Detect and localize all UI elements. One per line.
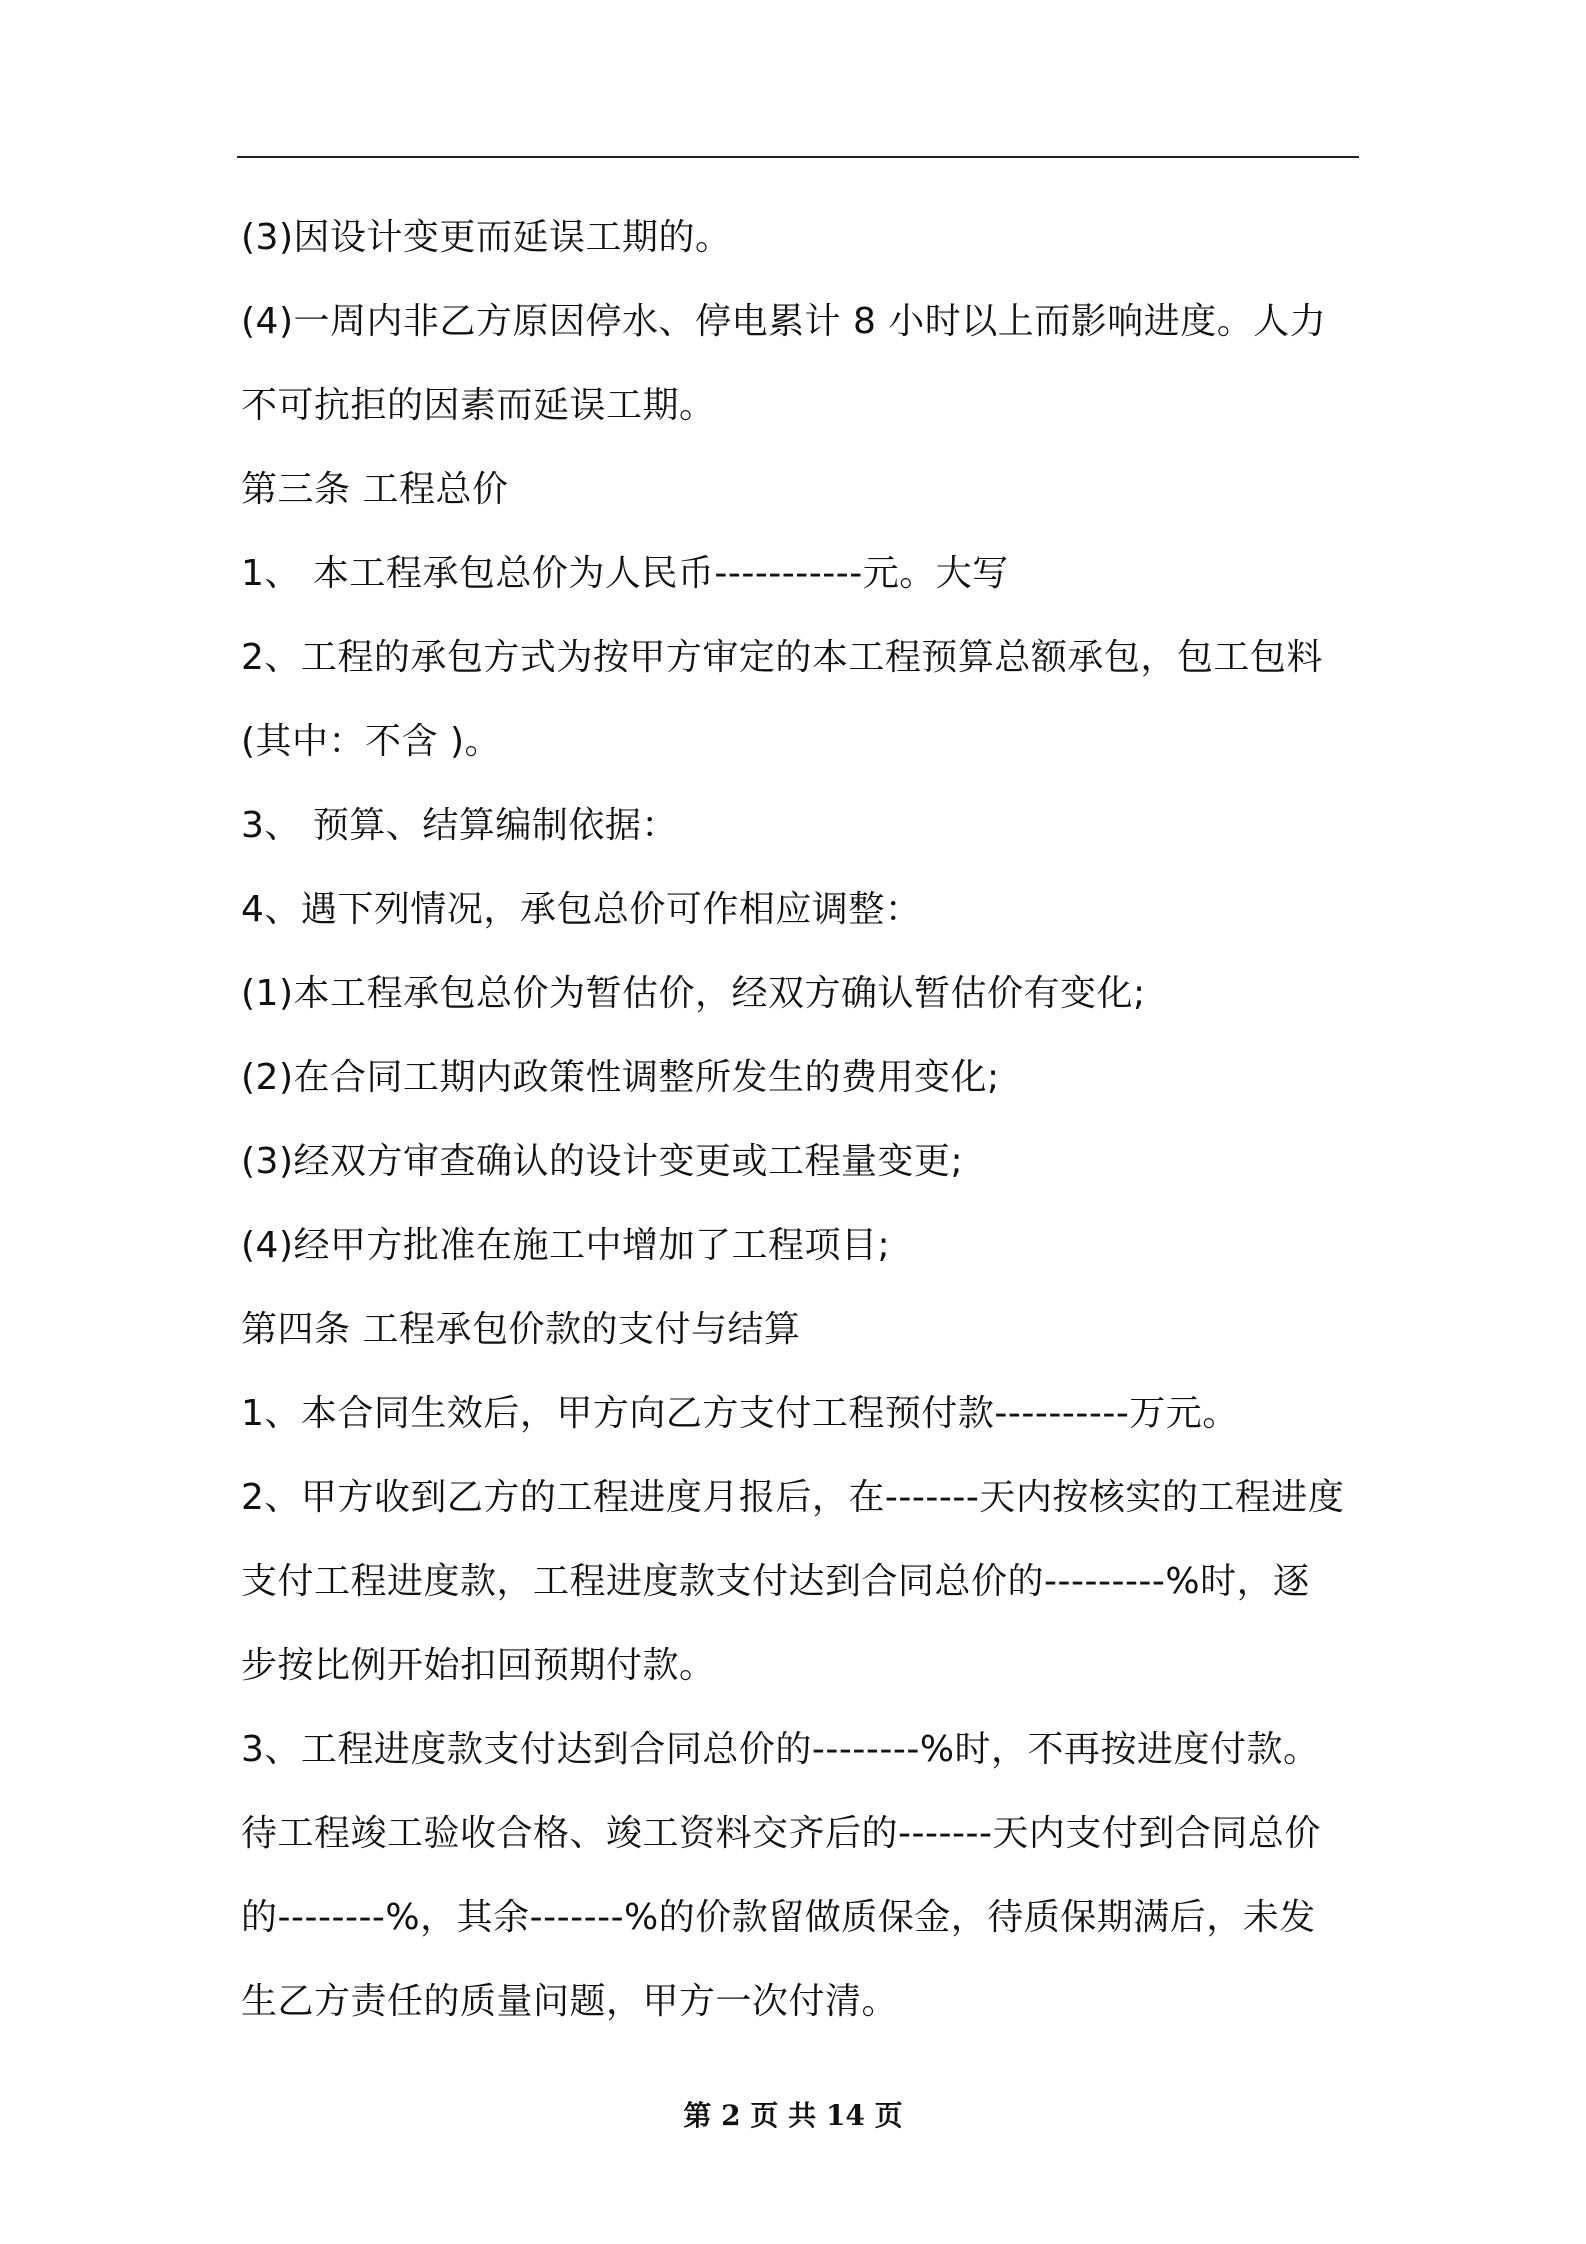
body-line: 1、 本工程承包总价为人民币-----------元。大写: [241, 553, 1009, 594]
body-line: 生乙方责任的质量问题，甲方一次付清。: [241, 1981, 899, 2022]
body-line: 的--------%，其余-------%的价款留做质保金，待质保期满后，未发: [241, 1897, 1316, 1938]
body-line: 1、本合同生效后，甲方向乙方支付工程预付款----------万元。: [241, 1393, 1239, 1434]
body-line: (3)因设计变更而延误工期的。: [241, 217, 732, 258]
body-line: (3)经双方审查确认的设计变更或工程量变更;: [241, 1141, 964, 1182]
body-line: 3、工程进度款支付达到合同总价的--------%时，不再按进度付款。: [241, 1729, 1320, 1770]
header-rule: [237, 156, 1359, 158]
body-line: 不可抗拒的因素而延误工期。: [241, 385, 716, 426]
body-line: 待工程竣工验收合格、竣工资料交齐后的-------天内支付到合同总价: [241, 1813, 1321, 1854]
body-line: (其中：不含 )。: [241, 721, 502, 762]
body-line: (1)本工程承包总价为暂估价，经双方确认暂估价有变化;: [241, 973, 1146, 1014]
section-heading: 第三条 工程总价: [241, 469, 509, 510]
body-line: 2、甲方收到乙方的工程进度月报后，在-------天内按核实的工程进度: [241, 1477, 1345, 1518]
page-number: 第 2 页 共 14 页: [683, 2099, 903, 2132]
body-line: 2、工程的承包方式为按甲方审定的本工程预算总额承包，包工包料: [241, 637, 1323, 678]
section-heading: 第四条 工程承包价款的支付与结算: [241, 1309, 801, 1350]
body-line: 支付工程进度款，工程进度款支付达到合同总价的---------%时，逐: [241, 1561, 1310, 1602]
document-body: [241, 196, 1361, 2044]
body-line: (4)经甲方批准在施工中增加了工程项目;: [241, 1225, 891, 1266]
body-line: (2)在合同工期内政策性调整所发生的费用变化;: [241, 1057, 1000, 1098]
body-line: 步按比例开始扣回预期付款。: [241, 1645, 716, 1686]
body-line: 3、 预算、结算编制依据：: [241, 805, 678, 846]
body-line: (4)一周内非乙方原因停水、停电累计 8 小时以上而影响进度。人力: [241, 301, 1327, 342]
body-line: 4、遇下列情况，承包总价可作相应调整：: [241, 889, 922, 930]
